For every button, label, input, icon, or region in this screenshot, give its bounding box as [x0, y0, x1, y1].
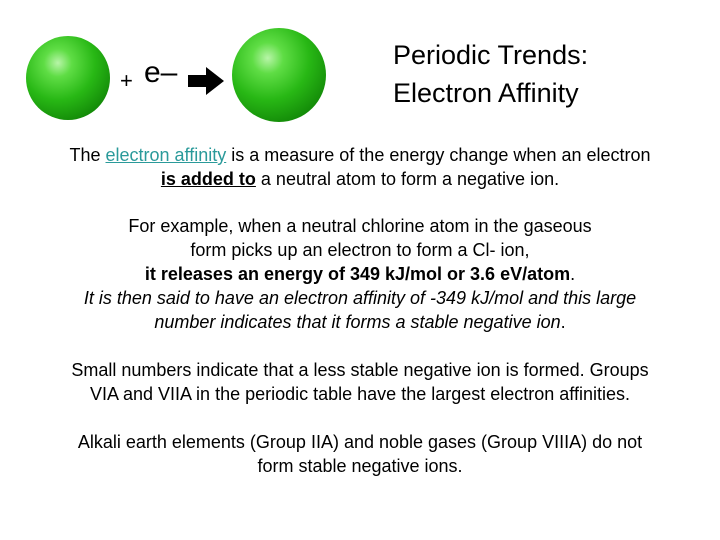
- example-paragraph: [22, 214, 698, 334]
- small-numbers-line-1: Small numbers indicate that a less stable negative ion is formed. Groups: [71, 360, 649, 380]
- title-line-1: Periodic Trends:: [393, 40, 589, 70]
- title-line-2: Electron Affinity: [393, 78, 579, 108]
- example-line-5: [22, 310, 698, 334]
- stable-ion-text: number indicates that it forms a stable negative ion: [154, 312, 561, 332]
- small-numbers-paragraph: [22, 358, 698, 406]
- definition-line-2: [22, 167, 698, 191]
- chlorine-atom-icon: [26, 36, 110, 120]
- small-numbers-line-2: VIA and VIIA in the periodic table have the largest electron affinities.: [89, 384, 630, 404]
- is-added-to-text: is added to: [160, 169, 256, 189]
- electron-affinity-link[interactable]: electron affinity: [105, 145, 227, 165]
- definition-line-1: [22, 143, 698, 167]
- plus-sign: +: [120, 68, 133, 93]
- energy-release-text: it releases an energy of 349 kJ/mol or 3.6 eV/atom: [144, 264, 571, 284]
- right-arrow-icon: [186, 66, 226, 96]
- example-line-5-end: .: [560, 312, 566, 332]
- definition-paragraph: [22, 143, 698, 191]
- example-line-3: [22, 262, 698, 286]
- alkali-earth-line-1: Alkali earth elements (Group IIA) and noble gases (Group VIIIA) do not: [77, 432, 643, 452]
- example-line-1: For example, when a neutral chlorine atom in the gaseous: [128, 216, 592, 236]
- example-line-3-end: .: [570, 264, 576, 284]
- example-line-4: It is then said to have an electron affinity of -349 kJ/mol and this large: [83, 288, 637, 308]
- alkali-earth-paragraph: [22, 430, 698, 478]
- example-line-2: form picks up an electron to form a Cl- ion,: [190, 240, 530, 260]
- alkali-earth-line-2: form stable negative ions.: [257, 456, 463, 476]
- definition-text-middle: is a measure of the energy change when an electron: [226, 145, 651, 165]
- chloride-ion-icon: [232, 28, 326, 122]
- definition-text-end: a neutral atom to form a negative ion.: [255, 169, 560, 189]
- page-title: [393, 36, 588, 112]
- electron-symbol: e–: [144, 56, 178, 89]
- definition-text-start: The: [69, 145, 106, 165]
